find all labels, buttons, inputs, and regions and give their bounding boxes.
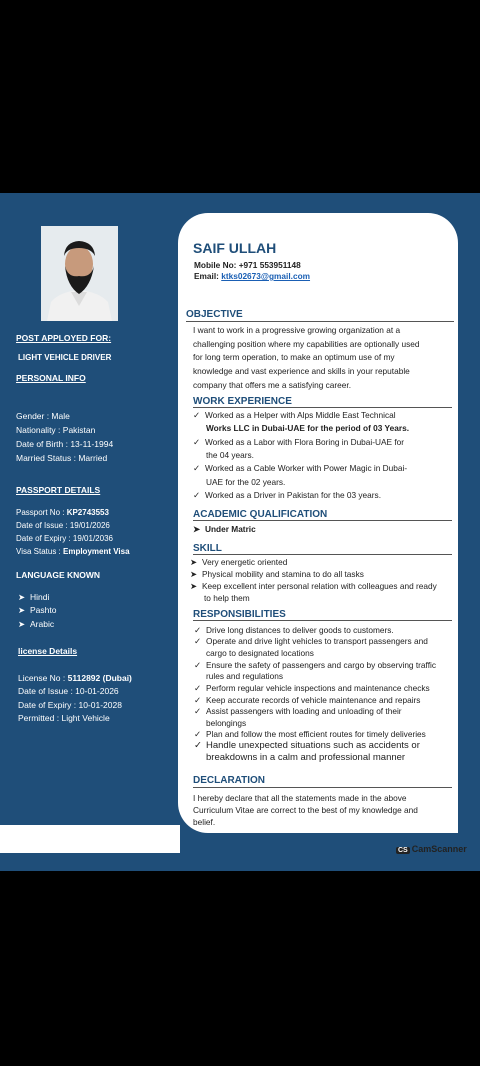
responsibility-text: Perform regular vehicle inspections and maintenance checks [206,683,430,693]
license-heading: license Details [18,646,78,656]
responsibility-item [194,660,436,670]
experience-text: Worked as a Cable Worker with Power Magic in Dubai- [205,463,408,473]
license-expiry-value: 10-01-2028 [78,700,122,710]
personal-dob: Date of Birth : 13-11-1994 [16,439,114,449]
email-line [194,271,310,281]
academic-item [193,524,256,534]
arrow-bullet-icon: ➤ [18,619,26,629]
visa-status-label: Visa Status : [16,547,63,556]
experience-item [193,437,404,447]
passport-heading: PASSPORT DETAILS [16,485,101,495]
responsibility-text: breakdowns in a calm and professional manner [206,752,406,763]
check-icon: ✓ [194,729,201,739]
responsibility-text: Handle unexpected situations such as accidents or [206,740,420,751]
experience-text: UAE for the 02 years. [206,477,286,487]
language-hindi: Hindi [30,592,50,602]
language-item [18,605,56,616]
responsibilities-rule [193,620,452,621]
check-icon: ✓ [193,490,200,500]
check-icon: ✓ [194,683,201,693]
bottom-strip [0,825,180,853]
arrow-bullet-icon: ➤ [193,524,200,534]
skill-item [190,569,364,579]
responsibility-item [194,740,420,751]
language-heading: LANGUAGE KNOWN [16,570,101,580]
license-permitted-value: Light Vehicle [61,713,110,723]
language-arabic: Arabic [30,619,55,629]
skill-rule [193,554,452,555]
academic-heading: ACADEMIC QUALIFICATION [193,509,328,520]
objective-rule [186,321,454,322]
post-value: LIGHT VEHICLE DRIVER [18,353,112,362]
arrow-bullet-icon: ➤ [18,605,26,615]
experience-text: Worked as a Driver in Pakistan for the 03 years. [205,490,382,500]
check-icon: ✓ [194,625,201,635]
experience-text: Worked as a Labor with Flora Boring in Dubai-UAE for [205,437,405,447]
check-icon: ✓ [194,740,202,751]
academic-rule [193,520,452,521]
passport-expiry-value: 19/01/2036 [72,534,113,543]
skill-text: Keep excellent inter personal relation with colleagues and ready [202,581,437,591]
check-icon: ✓ [194,636,201,646]
experience-text: the 04 years. [206,450,254,460]
arrow-bullet-icon: ➤ [18,592,26,602]
passport-issue-label: Date of Issue : [16,521,70,530]
responsibility-text: Ensure the safety of passengers and cargo by observing traffic [206,660,436,670]
personal-gender: Gender : Male [16,411,70,421]
responsibility-item [194,706,402,716]
license-expiry [18,700,122,710]
check-icon: ✓ [193,410,200,420]
responsibility-text: rules and regulations [206,671,284,681]
passport-issue-value: 19/01/2026 [69,521,110,530]
objective-line: company that offers me a satisfying career. [193,380,352,390]
responsibility-item [194,636,428,646]
objective-line: challenging position where my capabilities are optionally used [193,339,420,349]
responsibility-item [194,625,394,635]
skill-text: to help them [204,593,250,603]
declaration-line: I hereby declare that all the statements made in the above [193,793,407,803]
personal-info-heading: PERSONAL INFO [16,373,86,383]
license-expiry-label: Date of Expiry : [18,700,79,710]
email-link[interactable]: ktks02673@gmail.com [221,271,311,281]
declaration-line: Curriculum Vitae are correct to the best of my knowledge and [193,805,418,815]
experience-text: Works LLC in Dubai-UAE for the period of 03 Years. [206,423,410,433]
passport-no [16,508,109,517]
personal-married: Married Status : Married [16,453,108,463]
declaration-heading: DECLARATION [193,775,266,786]
language-pashto: Pashto [30,605,57,615]
responsibilities-heading: RESPONSIBILITIES [193,609,286,620]
responsibility-text: Plan and follow the most efficient routes for timely deliveries [206,729,426,739]
check-icon: ✓ [194,660,201,670]
responsibility-item [194,729,426,739]
academic-text: Under Matric [205,524,256,534]
license-issue-value: 10-01-2026 [75,686,119,696]
arrow-bullet-icon: ➤ [190,581,197,591]
skill-item [190,557,287,567]
responsibility-text: Drive long distances to deliver goods to customers. [206,625,394,635]
responsibility-text: belongings [206,718,247,728]
email-label: Email: [194,271,222,281]
license-issue [18,686,119,696]
passport-expiry-label: Date of Expiry : [16,534,73,543]
visa-status [16,547,130,556]
passport-no-value: KP2743553 [66,508,109,517]
skill-text: Physical mobility and stamina to do all tasks [202,569,364,579]
responsibility-item [194,683,430,693]
objective-line: for long term operation, to make an optimum use of my [193,352,395,362]
language-item [18,619,54,630]
responsibility-item [194,695,420,705]
resume-page [0,193,480,871]
passport-issue [16,521,110,530]
skill-item [190,581,437,591]
license-issue-label: Date of Issue : [18,686,76,696]
post-heading: POST APPLOYED FOR: [16,333,112,343]
responsibility-text: Assist passengers with loading and unloading of their [206,706,402,716]
arrow-bullet-icon: ➤ [190,569,197,579]
license-permitted-label: Permitted : [18,713,62,723]
mobile: Mobile No: +971 553951148 [194,260,301,270]
responsibility-text: cargo to designated locations [206,648,314,658]
responsibility-text: Keep accurate records of vehicle maintenance and repairs [206,695,421,705]
objective-heading: OBJECTIVE [186,309,243,320]
experience-item [193,410,396,420]
camscanner-icon: CS [398,847,408,854]
objective-line: I want to work in a progressive growing organization at a [193,325,401,335]
license-no-label: License No : [18,673,68,683]
skill-text: Very energetic oriented [202,557,288,567]
check-icon: ✓ [194,706,201,716]
license-permitted [18,713,110,723]
check-icon: ✓ [194,695,201,705]
experience-heading: WORK EXPERIENCE [193,396,292,407]
skill-heading: SKILL [193,543,222,554]
license-no-value: 5112892 (Dubai) [67,673,132,683]
language-item [18,592,49,603]
visa-status-value: Employment Visa [63,547,130,556]
responsibility-text: Operate and drive light vehicles to transport passengers and [206,636,428,646]
objective-line: knowledge and vast experience and skills in your reputable [193,366,410,376]
declaration-rule [193,787,452,788]
camscanner-text: CamScanner [411,844,467,854]
license-no [18,673,132,683]
check-icon: ✓ [193,463,200,473]
experience-item [193,463,407,473]
sidebar [0,193,175,871]
passport-expiry [16,534,113,543]
declaration-line: belief. [193,817,216,827]
passport-no-label: Passport No : [16,508,67,517]
candidate-name: SAIF ULLAH [193,240,277,256]
experience-rule [193,407,452,408]
arrow-bullet-icon: ➤ [190,557,197,567]
camscanner-watermark [396,844,467,854]
experience-item [193,490,381,500]
personal-nationality: Nationality : Pakistan [16,425,96,435]
experience-text: Worked as a Helper with Alps Middle East Technical [205,410,396,420]
check-icon: ✓ [193,437,200,447]
